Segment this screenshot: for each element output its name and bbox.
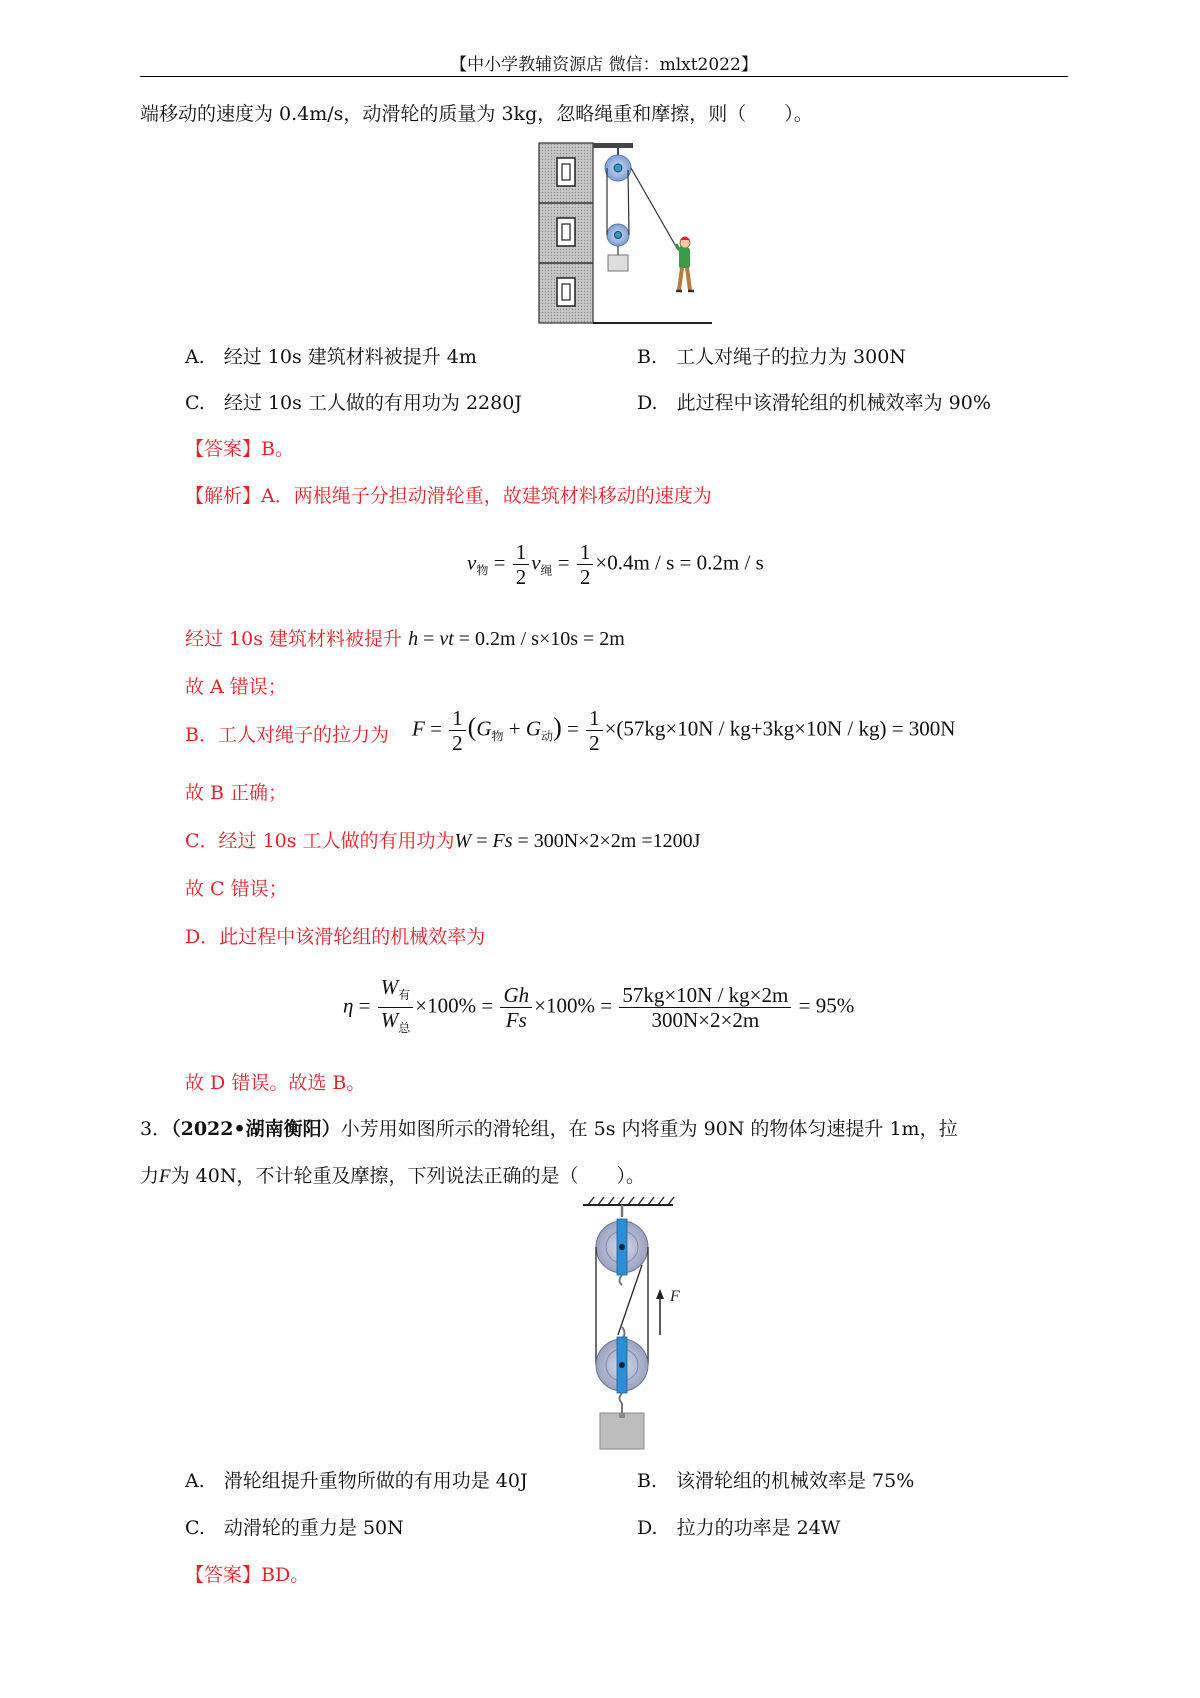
analysis-line-c bbox=[185, 829, 700, 853]
header-rule bbox=[140, 76, 1068, 77]
q3-number: 3． bbox=[140, 1118, 172, 1140]
q3-line-2 bbox=[140, 1164, 645, 1189]
q3-option-b: B. 该滑轮组的机械效率是 75% bbox=[637, 1470, 915, 1492]
analysis-line-a1 bbox=[185, 627, 625, 651]
page-header: 【中小学教辅资源店 微信：mlxt2022】 bbox=[450, 55, 758, 75]
eq5-den: 300N×2×2m bbox=[651, 1008, 760, 1033]
q3-option-c: C. 动滑轮的重力是 50N bbox=[185, 1517, 404, 1539]
eq5-tail: = 95% bbox=[798, 993, 855, 1018]
q2-option-b: B. 工人对绳子的拉力为 300N bbox=[637, 346, 906, 368]
q3-answer: 【答案】BD。 bbox=[185, 1564, 310, 1586]
eq4-tail: = 300N×2×2m =1200J bbox=[517, 830, 701, 852]
conclusion-d: 故 D 错误。故选 B。 bbox=[185, 1072, 366, 1094]
equation-efficiency: η = $\frac{W_有}{W_总}$ ×100% = $\frac{Gh}{Fs}$ ×100% = $\frac{57kg\times 10N / kg\times 2m}{300N\times 2\times 2m}$ = 95% bbox=[343, 975, 855, 1036]
q2-option-a: A. 经过 10s 建筑材料被提升 4m bbox=[185, 346, 477, 368]
eq1-tail: ×0.4m / s = 0.2m / s bbox=[595, 550, 764, 575]
conclusion-b: 故 B 正确； bbox=[185, 782, 288, 804]
building-pulley-figure bbox=[538, 140, 714, 326]
q2-option-d: D. 此过程中该滑轮组的机械效率为 90% bbox=[637, 392, 991, 414]
sub-dong: 动 bbox=[541, 729, 554, 744]
conclusion-a: 故 A 错误； bbox=[185, 676, 287, 698]
q2-analysis-intro: 【解析】A．两根绳子分担动滑轮重，故建筑材料移动的速度为 bbox=[185, 485, 712, 507]
q3-option-a: A. 滑轮组提升重物所做的有用功是 40J bbox=[185, 1470, 528, 1492]
analysis-line-d: D．此过程中该滑轮组的机械效率为 bbox=[185, 926, 486, 948]
q3-line-1 bbox=[140, 1117, 958, 1141]
analysis-c-text: C．经过 10s 工人做的有用功为 bbox=[185, 830, 455, 852]
q2-option-c: C. 经过 10s 工人做的有用功为 2280J bbox=[185, 392, 522, 414]
equation-velocity: $v_物$ = $\frac{1}{2}$ $v_绳$ = $\frac{1}{2}$ ×0.4m / s = 0.2m / s bbox=[467, 540, 764, 589]
q2-stem-tail: 端移动的速度为 0.4m/s，动滑轮的质量为 3kg，忽略绳重和摩擦，则（ ）。 bbox=[140, 103, 813, 125]
q3-stem-1: 小芳用如图所示的滑轮组，在 5s 内将重为 90N 的物体匀速提升 1m，拉 bbox=[340, 1118, 958, 1140]
equation-force: F = $\frac{1}{2}$ $(G_物 + G_动)$ = $\frac{1}{2}$ ×(57kg×10N / kg+3kg×10N / kg) = 300N bbox=[412, 706, 956, 755]
analysis-a1-text: 经过 10s 建筑材料被提升 bbox=[185, 628, 403, 650]
q3-stem-2: 为 40N，不计轮重及摩擦，下列说法正确的是（ ）。 bbox=[170, 1165, 645, 1187]
q3-var-f: F bbox=[159, 1166, 171, 1187]
pulley-system-figure bbox=[578, 1195, 698, 1455]
sub-wu-g: 物 bbox=[491, 729, 504, 744]
analysis-b-text: B．工人对绳子的拉力为 bbox=[185, 724, 389, 746]
eq5-num: 57kg×10N / kg×2m bbox=[619, 983, 791, 1008]
equation-work: W = Fs = 300N×2×2m =1200J bbox=[454, 830, 701, 852]
sub-zong: 总 bbox=[398, 1021, 411, 1036]
q3-stem-pre: 力 bbox=[140, 1165, 160, 1187]
sub-sheng: 绳 bbox=[540, 563, 553, 578]
sub-you: 有 bbox=[398, 988, 411, 1003]
pct-1: ×100% bbox=[415, 993, 477, 1018]
pct-2: ×100% bbox=[534, 993, 595, 1018]
analysis-line-b bbox=[185, 723, 389, 747]
equation-height: h = vt = 0.2m / s×10s = 2m bbox=[408, 628, 625, 650]
force-label: F bbox=[670, 1288, 680, 1305]
q3-source: （2022•湖南衡阳） bbox=[171, 1118, 341, 1140]
conclusion-c: 故 C 错误； bbox=[185, 878, 288, 900]
eq2-tail: = 0.2m / s×10s = 2m bbox=[458, 628, 625, 650]
q2-answer: 【答案】B。 bbox=[185, 438, 294, 460]
sub-wu: 物 bbox=[476, 563, 489, 578]
eq3-tail: ×(57kg×10N / kg+3kg×10N / kg) = 300N bbox=[604, 716, 956, 741]
q3-option-d: D. 拉力的功率是 24W bbox=[637, 1517, 841, 1539]
